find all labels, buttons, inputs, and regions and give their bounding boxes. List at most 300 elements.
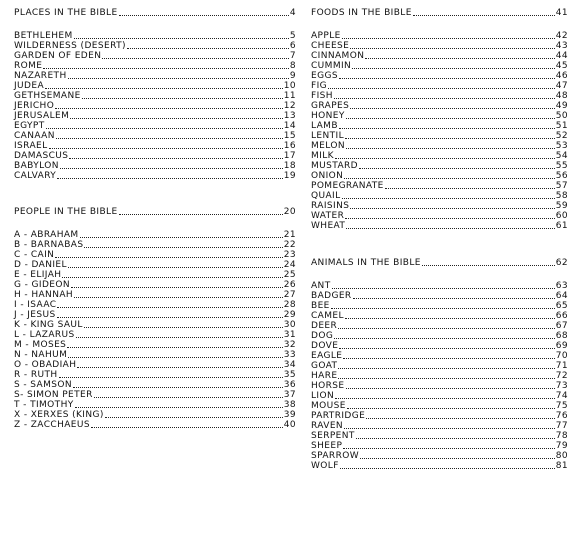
entry-name: JUDEA (14, 81, 45, 91)
dot-leader (346, 387, 555, 389)
toc-entry (14, 280, 296, 290)
toc-entry (14, 61, 296, 71)
entry-name: C - CAIN (14, 250, 55, 260)
dot-leader (56, 137, 283, 139)
toc-entry (311, 381, 568, 391)
entry-name: SPARROW (311, 451, 360, 461)
dot-leader (74, 37, 289, 39)
entry-name: POMEGRANATE (311, 181, 384, 191)
dot-leader (77, 366, 282, 368)
section-title: FOODS IN THE BIBLE (311, 8, 412, 18)
dot-leader (59, 376, 283, 378)
toc-entry (14, 81, 296, 91)
toc-entry (311, 181, 568, 191)
dot-leader (335, 157, 555, 159)
dot-leader (91, 426, 283, 428)
dot-leader (68, 77, 289, 79)
toc-entry (311, 361, 568, 371)
entry-name: RAVEN (311, 421, 344, 431)
toc-entry (14, 91, 296, 101)
toc-entry (14, 71, 296, 81)
entry-name: ROME (14, 61, 43, 71)
entry-name: GOAT (311, 361, 338, 371)
entry-page-number: 27 (283, 290, 296, 300)
entry-page-number: 45 (555, 61, 568, 71)
dot-leader (343, 357, 554, 359)
toc-entry (311, 61, 568, 71)
section-heading (14, 8, 296, 18)
toc-entry (311, 71, 568, 81)
entry-name: RAISINS (311, 201, 350, 211)
entry-page-number: 28 (283, 300, 296, 310)
entry-name: S- SIMON PETER (14, 390, 93, 400)
toc-entry (311, 91, 568, 101)
entry-name: DEER (311, 321, 338, 331)
entry-page-number: 26 (283, 280, 296, 290)
entry-page-number: 25 (283, 270, 296, 280)
entry-page-number: 56 (555, 171, 568, 181)
entry-page-number: 31 (283, 330, 296, 340)
entry-page-number: 73 (555, 381, 568, 391)
toc-entry (14, 101, 296, 111)
toc-entry (14, 410, 296, 420)
toc-entry (311, 201, 568, 211)
entry-page-number: 71 (555, 361, 568, 371)
section-page-number: 20 (283, 207, 296, 217)
entry-name: D - DANIEL (14, 260, 67, 270)
entry-page-number: 81 (555, 461, 568, 471)
left-column (14, 8, 296, 430)
entry-page-number: 78 (555, 431, 568, 441)
dot-leader (328, 87, 555, 89)
entry-name: JERUSALEM (14, 111, 70, 121)
entry-name: T - TIMOTHY (14, 400, 74, 410)
toc-entry (14, 320, 296, 330)
dot-leader (127, 47, 289, 49)
dot-leader (340, 467, 555, 469)
entry-name: CANAAN (14, 131, 55, 141)
dot-leader (356, 437, 555, 439)
entry-name: BADGER (311, 291, 352, 301)
entry-page-number: 49 (555, 101, 568, 111)
entry-name: HORSE (311, 381, 345, 391)
entry-page-number: 74 (555, 391, 568, 401)
dot-leader (345, 317, 555, 319)
dot-leader (345, 217, 554, 219)
entry-page-number: 40 (283, 420, 296, 430)
toc-entry (14, 360, 296, 370)
dot-leader (359, 167, 555, 169)
entry-page-number: 14 (283, 121, 296, 131)
entry-page-number: 9 (289, 71, 296, 81)
entry-page-number: 22 (283, 240, 296, 250)
entry-name: L - LAZARUS (14, 330, 75, 340)
toc-entry (14, 111, 296, 121)
dot-leader (68, 266, 283, 268)
section-title: ANIMALS IN THE BIBLE (311, 258, 421, 268)
entry-name: NAZARETH (14, 71, 67, 81)
section-title: PLACES IN THE BIBLE (14, 8, 118, 18)
section-page-number: 62 (555, 258, 568, 268)
entry-page-number: 36 (283, 380, 296, 390)
entry-name: BEE (311, 301, 330, 311)
dot-leader (57, 316, 283, 318)
toc-entry (311, 431, 568, 441)
entry-name: EGGS (311, 71, 338, 81)
toc-entry (311, 331, 568, 341)
toc-entry (14, 171, 296, 181)
toc-entry (311, 311, 568, 321)
entry-page-number: 44 (555, 51, 568, 61)
toc-entry (311, 451, 568, 461)
toc-entry (14, 390, 296, 400)
entry-page-number: 19 (283, 171, 296, 181)
dot-leader (71, 286, 283, 288)
entry-name: LENTIL (311, 131, 344, 141)
entry-page-number: 35 (283, 370, 296, 380)
toc-entry (14, 151, 296, 161)
toc-entry (311, 121, 568, 131)
entry-page-number: 63 (555, 281, 568, 291)
toc-entry (311, 281, 568, 291)
entry-name: MOUSE (311, 401, 346, 411)
dot-leader (102, 57, 289, 59)
entry-page-number: 80 (555, 451, 568, 461)
entry-name: DOG (311, 331, 334, 341)
toc-entry (14, 41, 296, 51)
entry-page-number: 32 (283, 340, 296, 350)
entry-name: R - RUTH (14, 370, 58, 380)
toc-entry (14, 121, 296, 131)
entry-page-number: 42 (555, 31, 568, 41)
dot-leader (57, 177, 283, 179)
section-places (14, 8, 296, 181)
entry-page-number: 61 (555, 221, 568, 231)
dot-leader (339, 127, 555, 129)
entry-name: H - HANNAH (14, 290, 74, 300)
entry-page-number: 64 (555, 291, 568, 301)
dot-leader (350, 207, 554, 209)
entry-name: A - ABRAHAM (14, 230, 79, 240)
dot-leader (346, 117, 555, 119)
entry-page-number: 37 (283, 390, 296, 400)
dot-leader (68, 356, 282, 358)
entry-page-number: 39 (283, 410, 296, 420)
entry-name: EAGLE (311, 351, 343, 361)
entry-page-number: 7 (289, 51, 296, 61)
entry-name: O - OBADIAH (14, 360, 77, 370)
entry-page-number: 51 (555, 121, 568, 131)
dot-leader (343, 447, 554, 449)
toc-entry (14, 230, 296, 240)
entry-name: ANT (311, 281, 331, 291)
dot-leader (342, 37, 555, 39)
entry-page-number: 59 (555, 201, 568, 211)
toc-entry (14, 260, 296, 270)
entry-name: MELON (311, 141, 345, 151)
entry-name: K - KING SAUL (14, 320, 83, 330)
toc-entry (14, 31, 296, 41)
entry-name: Z - ZACCHAEUS (14, 420, 90, 430)
entry-page-number: 16 (283, 141, 296, 151)
entry-list (14, 230, 296, 430)
entry-name: G - GIDEON (14, 280, 71, 290)
toc-entry (311, 221, 568, 231)
dot-leader (105, 416, 283, 418)
toc-entry (311, 291, 568, 301)
entry-page-number: 24 (283, 260, 296, 270)
dot-leader (422, 264, 555, 266)
entry-page-number: 54 (555, 151, 568, 161)
entry-page-number: 60 (555, 211, 568, 221)
entry-page-number: 53 (555, 141, 568, 151)
toc-entry (311, 81, 568, 91)
dot-leader (55, 107, 283, 109)
toc-entry (14, 370, 296, 380)
section-foods (311, 8, 568, 231)
entry-name: CHEESE (311, 41, 350, 51)
entry-name: DOVE (311, 341, 339, 351)
toc-entry (14, 300, 296, 310)
dot-leader (335, 397, 555, 399)
dot-leader (62, 276, 282, 278)
toc-entry (311, 371, 568, 381)
entry-name: ONION (311, 171, 344, 181)
toc-entry (14, 240, 296, 250)
entry-page-number: 75 (555, 401, 568, 411)
entry-name: HONEY (311, 111, 345, 121)
entry-name: HARE (311, 371, 338, 381)
toc-entry (311, 171, 568, 181)
toc-entry (311, 211, 568, 221)
entry-name: FIG (311, 81, 328, 91)
entry-name: I - ISAAC (14, 300, 57, 310)
dot-leader (339, 77, 555, 79)
dot-leader (75, 406, 283, 408)
toc-entry (14, 161, 296, 171)
section-people (14, 207, 296, 430)
dot-leader (385, 187, 555, 189)
entry-page-number: 38 (283, 400, 296, 410)
dot-leader (43, 67, 288, 69)
entry-name: MILK (311, 151, 334, 161)
entry-name: CAMEL (311, 311, 344, 321)
entry-name: CALVARY (14, 171, 57, 181)
dot-leader (339, 347, 554, 349)
entry-name: WHEAT (311, 221, 346, 231)
entry-name: ISRAEL (14, 141, 48, 151)
toc-entry (311, 411, 568, 421)
dot-leader (60, 167, 283, 169)
entry-page-number: 15 (283, 131, 296, 141)
section-heading (14, 207, 296, 217)
toc-entry (14, 400, 296, 410)
dot-leader (338, 327, 555, 329)
dot-leader (94, 396, 283, 398)
entry-page-number: 52 (555, 131, 568, 141)
entry-list (311, 281, 568, 471)
entry-name: E - ELIJAH (14, 270, 62, 280)
toc-entry (311, 51, 568, 61)
entry-page-number: 69 (555, 341, 568, 351)
entry-name: PARTRIDGE (311, 411, 366, 421)
entry-name: MUSTARD (311, 161, 359, 171)
dot-leader (345, 137, 555, 139)
dot-leader (344, 177, 554, 179)
dot-leader (331, 307, 555, 309)
entry-page-number: 17 (283, 151, 296, 161)
entry-page-number: 21 (283, 230, 296, 240)
toc-entry (14, 350, 296, 360)
dot-leader (332, 287, 555, 289)
entry-page-number: 46 (555, 71, 568, 81)
dot-leader (84, 326, 283, 328)
toc-entry (311, 161, 568, 171)
entry-page-number: 11 (283, 91, 296, 101)
entry-page-number: 5 (289, 31, 296, 41)
dot-leader (342, 197, 555, 199)
entry-name: X - XERXES (KING) (14, 410, 104, 420)
dot-leader (347, 407, 555, 409)
entry-name: LION (311, 391, 335, 401)
dot-leader (360, 457, 555, 459)
entry-page-number: 6 (289, 41, 296, 51)
entry-page-number: 12 (283, 101, 296, 111)
toc-entry (311, 131, 568, 141)
entry-page-number: 50 (555, 111, 568, 121)
dot-leader (67, 346, 282, 348)
entry-page-number: 70 (555, 351, 568, 361)
entry-page-number: 34 (283, 360, 296, 370)
dot-leader (82, 97, 283, 99)
toc-entry (311, 111, 568, 121)
entry-page-number: 43 (555, 41, 568, 51)
dot-leader (70, 117, 282, 119)
entry-name: QUAIL (311, 191, 341, 201)
entry-name: GRAPES (311, 101, 350, 111)
section-heading (311, 8, 568, 18)
entry-page-number: 79 (555, 441, 568, 451)
dot-leader (353, 297, 555, 299)
entry-name: EGYPT (14, 121, 45, 131)
section-heading (311, 258, 568, 268)
dot-leader (74, 296, 283, 298)
toc-entry (311, 101, 568, 111)
dot-leader (365, 57, 554, 59)
toc-entry (311, 351, 568, 361)
toc-entry (14, 330, 296, 340)
section-title: PEOPLE IN THE BIBLE (14, 207, 118, 217)
dot-leader (49, 147, 283, 149)
dot-leader (119, 213, 283, 215)
entry-name: BETHLEHEM (14, 31, 73, 41)
entry-name: LAMB (311, 121, 338, 131)
entry-page-number: 72 (555, 371, 568, 381)
toc-entry (311, 421, 568, 431)
toc-entry (14, 51, 296, 61)
toc-entry (311, 191, 568, 201)
toc-entry (311, 41, 568, 51)
dot-leader (413, 14, 555, 16)
toc-entry (311, 461, 568, 471)
entry-page-number: 33 (283, 350, 296, 360)
toc-entry (14, 380, 296, 390)
entry-name: JERICHO (14, 101, 55, 111)
toc-entry (14, 340, 296, 350)
dot-leader (45, 87, 283, 89)
dot-leader (334, 337, 555, 339)
entry-page-number: 65 (555, 301, 568, 311)
dot-leader (334, 97, 555, 99)
toc-entry (311, 391, 568, 401)
toc-entry (311, 341, 568, 351)
toc-entry (311, 31, 568, 41)
dot-leader (57, 306, 282, 308)
entry-page-number: 68 (555, 331, 568, 341)
dot-leader (346, 147, 555, 149)
entry-name: WILDERNESS (DESERT) (14, 41, 126, 51)
entry-page-number: 18 (283, 161, 296, 171)
dot-leader (76, 336, 283, 338)
toc-entry (14, 131, 296, 141)
toc-entry (14, 141, 296, 151)
entry-list (14, 31, 296, 181)
toc-entry (311, 401, 568, 411)
entry-name: FISH (311, 91, 333, 101)
dot-leader (344, 427, 555, 429)
section-page-number: 41 (555, 8, 568, 18)
toc-entry (311, 321, 568, 331)
toc-entry (14, 290, 296, 300)
section-page-number: 4 (289, 8, 296, 18)
entry-name: WATER (311, 211, 345, 221)
entry-page-number: 67 (555, 321, 568, 331)
dot-leader (350, 107, 554, 109)
entry-name: WOLF (311, 461, 339, 471)
dot-leader (366, 417, 555, 419)
dot-leader (55, 256, 282, 258)
entry-name: SHEEP (311, 441, 343, 451)
toc-entry (14, 420, 296, 430)
entry-list (311, 31, 568, 231)
entry-page-number: 77 (555, 421, 568, 431)
entry-page-number: 66 (555, 311, 568, 321)
toc-entry (311, 301, 568, 311)
entry-name: N - NAHUM (14, 350, 68, 360)
entry-page-number: 76 (555, 411, 568, 421)
right-column (311, 8, 568, 471)
dot-leader (84, 246, 282, 248)
dot-leader (338, 377, 554, 379)
entry-page-number: 8 (289, 61, 296, 71)
toc-entry (14, 310, 296, 320)
entry-page-number: 55 (555, 161, 568, 171)
toc-entry (311, 151, 568, 161)
entry-name: CUMMIN (311, 61, 352, 71)
entry-name: APPLE (311, 31, 341, 41)
entry-name: M - MOSES (14, 340, 67, 350)
entry-page-number: 57 (555, 181, 568, 191)
dot-leader (73, 386, 283, 388)
dot-leader (119, 14, 289, 16)
dot-leader (80, 236, 283, 238)
entry-name: DAMASCUS (14, 151, 69, 161)
dot-leader (350, 47, 555, 49)
entry-page-number: 13 (283, 111, 296, 121)
toc-entry (311, 141, 568, 151)
entry-page-number: 10 (283, 81, 296, 91)
entry-name: B - BARNABAS (14, 240, 84, 250)
